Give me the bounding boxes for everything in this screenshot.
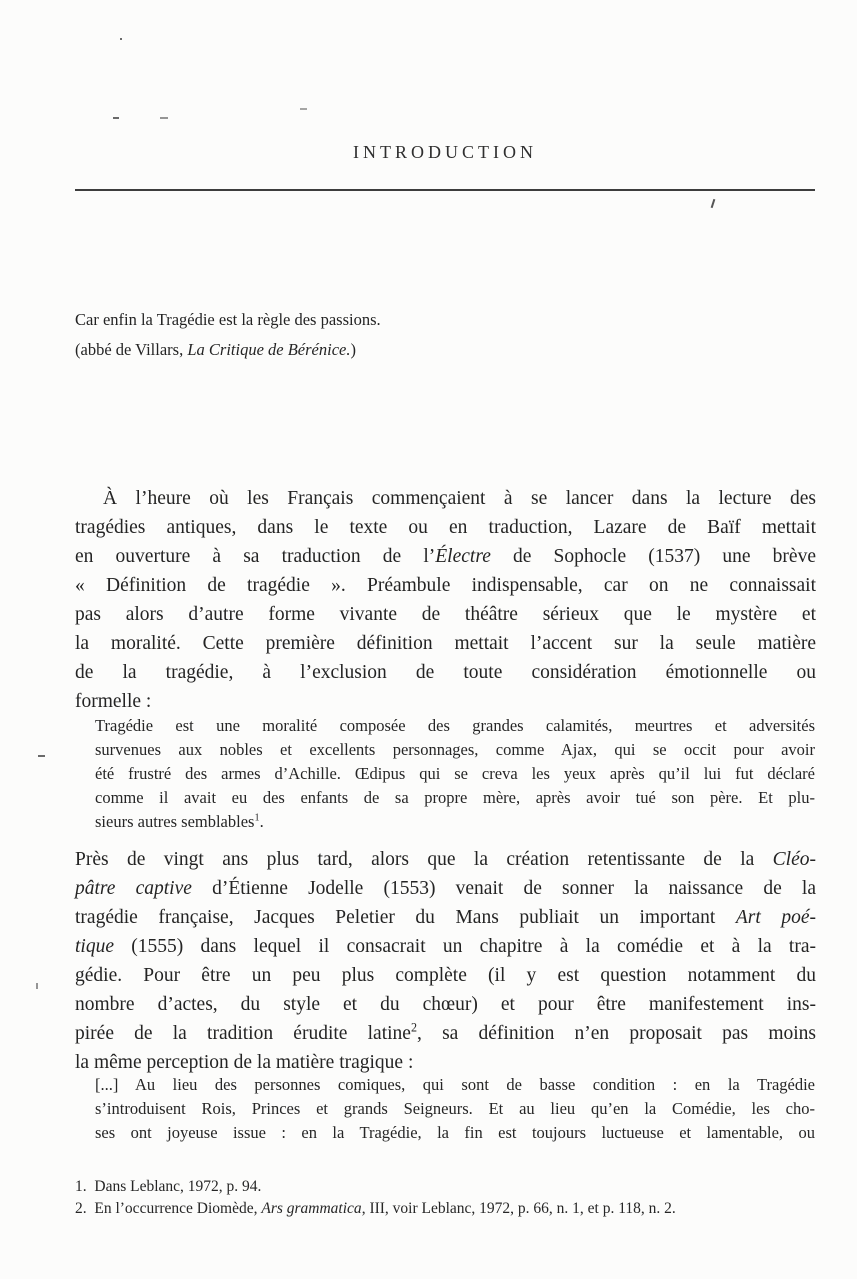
text-line — [75, 513, 816, 542]
text-segment: , III, voir Leblanc, 1972, p. 66, n. 1, et p. 118, n. 2. — [361, 1200, 676, 1217]
italic-text: Électre — [435, 546, 491, 567]
scan-speck — [120, 38, 122, 40]
scan-speck — [113, 117, 119, 119]
text-segment: s’introduisent Rois, Princes et grands Seigneurs. Et au lieu qu’en la Comédie, les cho- — [95, 1099, 815, 1118]
italic-text: Art poé- — [735, 907, 816, 928]
text-line — [75, 600, 816, 629]
text-segment: la même perception de la matière tragique : — [75, 1052, 414, 1073]
text-line — [75, 542, 816, 571]
text-line — [75, 1176, 820, 1198]
text-segment: tragédies antiques, dans le texte ou en traduction, Lazare de Baïf mettait — [75, 517, 816, 538]
text-segment: en ouverture à sa traduction de l’ — [75, 546, 436, 567]
scan-speck — [300, 108, 307, 110]
scan-speck — [711, 199, 716, 208]
paragraph-2 — [75, 845, 816, 1077]
paragraph-1 — [75, 484, 816, 716]
text-segment: À l’heure où les Français commençaient à se lancer dans la lecture des — [103, 488, 816, 509]
text-segment: ) — [350, 340, 356, 359]
block-quote-1 — [95, 714, 815, 834]
text-line — [75, 874, 816, 903]
italic-text: La Critique de Bérénice. — [187, 340, 351, 359]
scan-speck — [38, 755, 45, 757]
scan-speck — [36, 983, 38, 989]
text-segment: (abbé de Villars, — [75, 340, 188, 359]
text-line — [95, 738, 815, 762]
text-segment: Car enfin la Tragédie est la règle des passions. — [75, 310, 381, 329]
text-segment: sieurs autres semblables — [95, 812, 255, 831]
text-segment: formelle : — [75, 691, 152, 712]
text-line — [75, 1019, 816, 1048]
epigraph — [75, 305, 815, 365]
text-line — [95, 1121, 815, 1145]
text-segment: été frustré des armes d’Achille. Œdipus qui se creva les yeux après qu’il lui fut déclaré — [95, 764, 815, 783]
text-line — [95, 1097, 815, 1121]
text-line — [75, 961, 816, 990]
footnotes — [75, 1176, 820, 1220]
text-segment: tragédie française, Jacques Peletier du Mans publiait un important — [75, 907, 736, 928]
text-segment: . — [259, 812, 264, 831]
text-line — [95, 762, 815, 786]
text-segment: Près de vingt ans plus tard, alors que la création retentissante de la — [75, 849, 773, 870]
text-segment: survenues aux nobles et excellents personnages, comme Ajax, qui se occit pour avoir — [95, 740, 815, 759]
text-line — [95, 1073, 815, 1097]
text-line — [95, 714, 815, 738]
text-line — [75, 990, 816, 1019]
text-segment: de Sophocle (1537) une brève — [490, 546, 816, 567]
text-segment: nombre d’actes, du style et du chœur) et pour être manifestement ins- — [75, 994, 816, 1015]
italic-text: Cléo- — [772, 849, 816, 870]
text-line — [75, 1198, 820, 1220]
text-line — [75, 845, 816, 874]
text-line — [75, 687, 816, 716]
text-line — [95, 810, 815, 834]
text-segment: [...] Au lieu des personnes comiques, qui sont de basse condition : en la Tragédie — [95, 1075, 815, 1094]
text-line — [75, 305, 815, 335]
text-line — [75, 658, 816, 687]
text-line — [75, 571, 816, 600]
page-title: INTRODUCTION — [353, 142, 537, 162]
text-segment: comme il avait eu des enfants de sa propre mère, après avoir tué son père. Et plu- — [95, 788, 815, 807]
block-quote-2 — [95, 1073, 815, 1145]
text-segment: pirée de la tradition érudite latine — [75, 1023, 411, 1044]
footnote-marker: 2 — [410, 1020, 417, 1035]
text-segment: ses ont joyeuse issue : en la Tragédie, la fin est toujours luctueuse et lamentable, ou — [95, 1123, 815, 1142]
italic-text: tique — [75, 936, 114, 957]
text-segment: d’Étienne Jodelle (1553) venait de sonner la naissance de la — [191, 878, 816, 899]
text-segment: pas alors d’autre forme vivante de théâtre sérieux que le mystère et — [75, 604, 816, 625]
text-segment: 2. En l’occurrence Diomède, — [75, 1200, 262, 1217]
text-segment: 1. Dans Leblanc, 1972, p. 94. — [75, 1178, 262, 1195]
title-rule — [75, 189, 815, 191]
text-line — [75, 335, 815, 365]
text-segment: (1555) dans lequel il consacrait un chapitre à la comédie et à la tra- — [114, 936, 816, 957]
text-line — [75, 629, 816, 658]
text-segment: « Définition de tragédie ». Préambule indispensable, car on ne connaissait — [75, 575, 816, 596]
text-line — [95, 786, 815, 810]
text-segment: Tragédie est une moralité composée des grandes calamités, meurtres et adversités — [95, 716, 815, 735]
text-line — [75, 932, 816, 961]
text-line — [75, 484, 816, 513]
text-segment: , sa définition n’en proposait pas moins — [417, 1023, 816, 1044]
italic-text: pâtre captive — [75, 878, 192, 899]
scan-speck — [160, 117, 168, 119]
text-line — [75, 903, 816, 932]
text-segment: de la tragédie, à l’exclusion de toute considération émotionnelle ou — [75, 662, 816, 683]
footnote-marker: 1 — [254, 812, 260, 824]
text-segment: gédie. Pour être un peu plus complète (il y est question notamment du — [75, 965, 816, 986]
text-segment: la moralité. Cette première définition mettait l’accent sur la seule matière — [75, 633, 816, 654]
italic-text: Ars grammatica — [261, 1200, 362, 1217]
